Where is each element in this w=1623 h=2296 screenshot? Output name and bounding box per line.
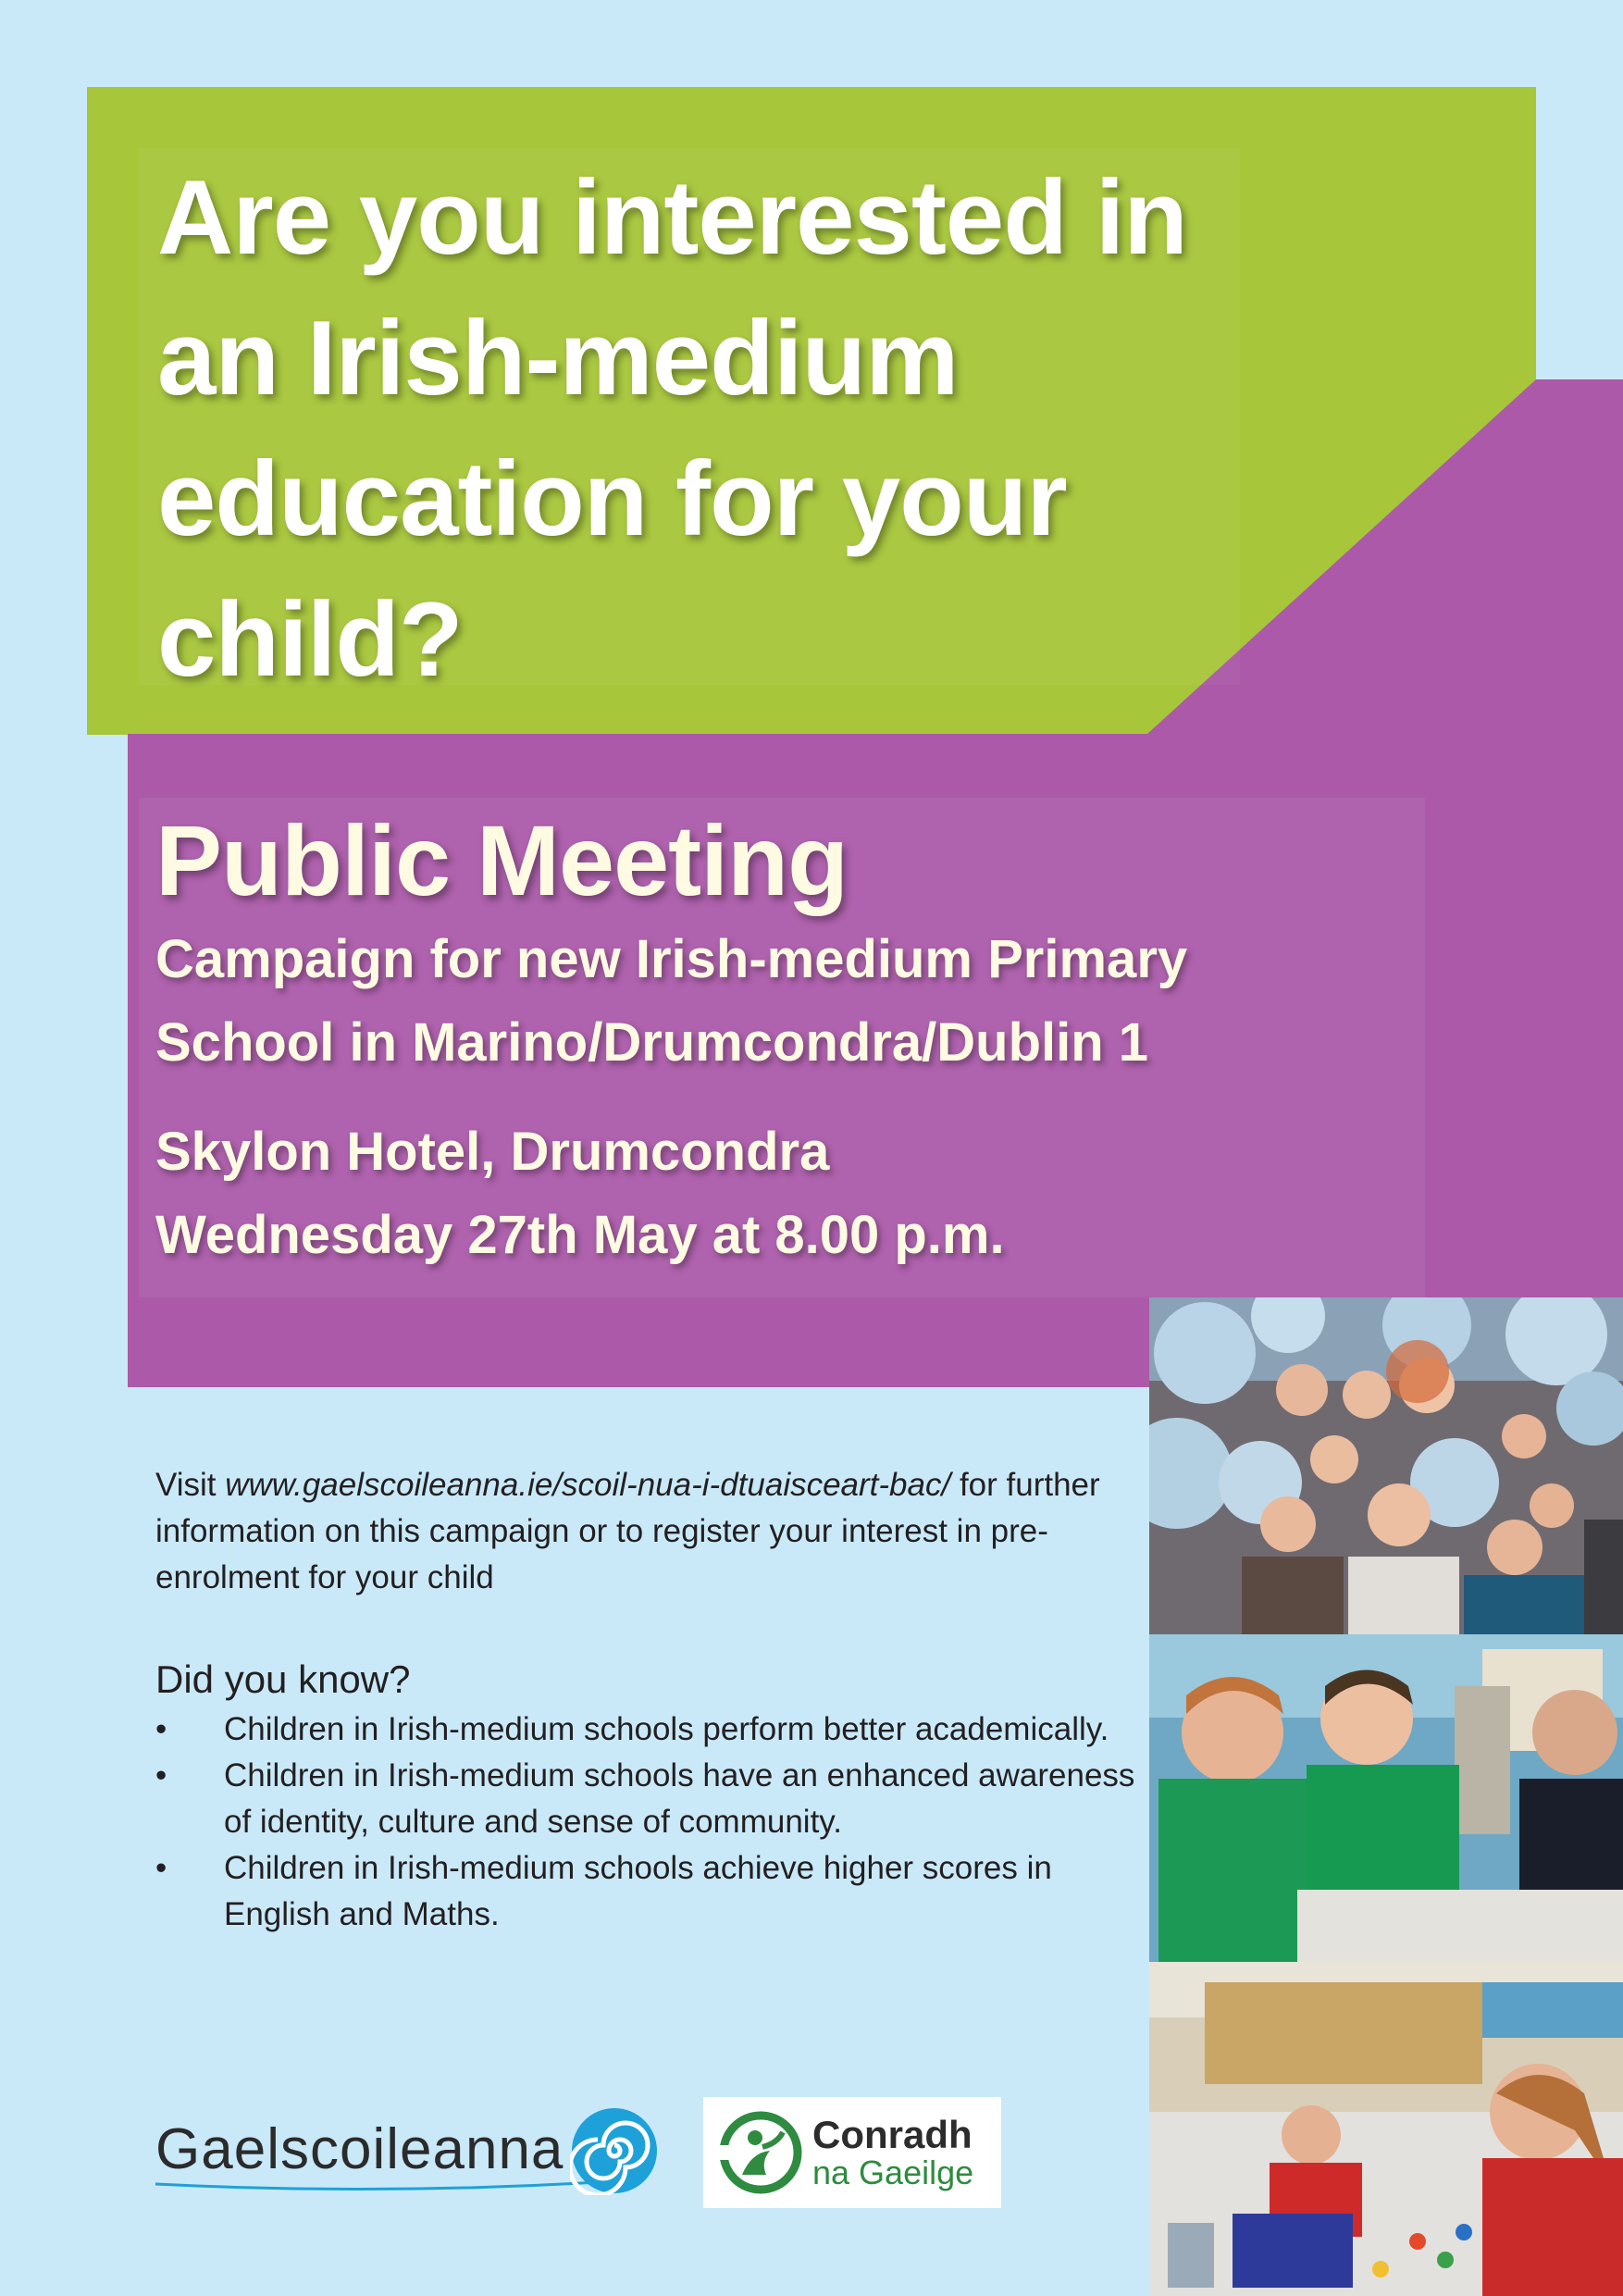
spiral-icon (570, 2106, 659, 2195)
event-subtitle-line1: Campaign for new Irish-medium Primary (155, 929, 1188, 989)
event-when (155, 1111, 1432, 1277)
gaelscoileanna-wordmark: Gaelscoileanna (155, 2117, 564, 2181)
event-venue: Skylon Hotel, Drumcondra (155, 1122, 830, 1182)
classroom-balloons-photo (1149, 1297, 1623, 1634)
info-text (155, 1462, 1118, 1601)
visit-label: Visit (155, 1467, 226, 1503)
did-you-know-title: Did you know? (155, 1657, 411, 1701)
conradh-wordmark-line2: na Gaeilge (812, 2153, 974, 2191)
conradh-emblem-icon (718, 2110, 803, 2195)
gaelscoileanna-logo (155, 2101, 664, 2193)
info-rest: for further information on this campaign or to register your interest in pre-enrolment for your child (155, 1467, 1100, 1595)
facts-list (155, 1706, 1136, 1938)
campaign-url[interactable]: www.gaelscoileanna.ie/scoil-nua-i-dtuaisceart-bac/ (225, 1467, 951, 1503)
headline: Are you interested in an Irish-medium education for your child? (157, 159, 1187, 699)
event-datetime: Wednesday 27th May at 8.00 p.m. (155, 1205, 1005, 1265)
conradh-wordmark-line1: Conradh (812, 2113, 973, 2156)
classroom-science-photo (1149, 1634, 1623, 1962)
gaelscoileanna-underline (155, 2180, 600, 2193)
info-paragraph (155, 1462, 1118, 1601)
fact-item: • Children in Irish-medium schools have an enhanced awareness of identity, culture and sense of community. (155, 1753, 1136, 1845)
photo-column (1149, 1297, 1623, 2296)
fact-item: • Children in Irish-medium schools achieve higher scores in English and Maths. (155, 1845, 1136, 1938)
classroom-play-photo (1149, 1962, 1623, 2296)
headline-box (139, 148, 1240, 699)
event-subtitle-line2: School in Marino/Drumcondra/Dublin 1 (155, 1012, 1149, 1073)
event-subtitle (155, 918, 1432, 1085)
fact-item: • Children in Irish-medium schools perform better academically. (155, 1706, 1136, 1753)
conradh-na-gaeilge-logo (703, 2097, 1001, 2208)
event-title: Public Meeting (155, 804, 849, 916)
